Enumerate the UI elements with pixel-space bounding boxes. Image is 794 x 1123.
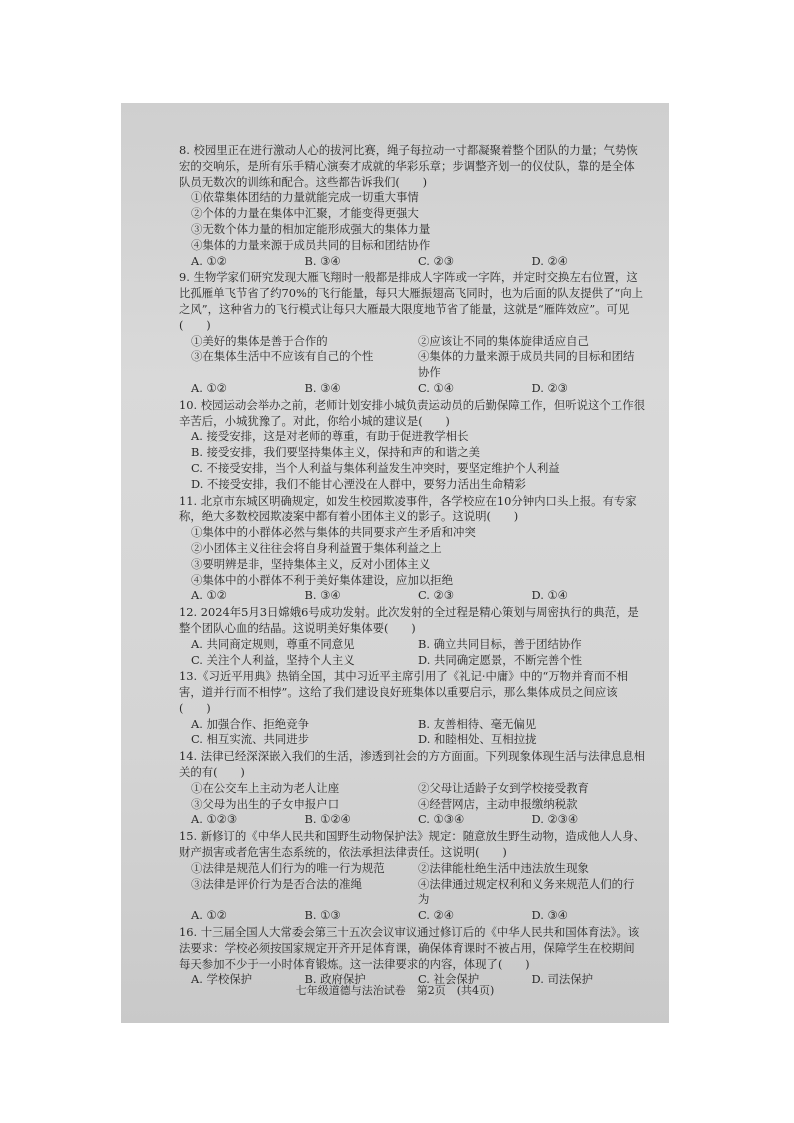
question-11 <box>179 494 645 605</box>
answer-options <box>179 637 645 669</box>
statement: ④集体的力量来源于成员共同的目标和团结协作 <box>418 349 635 380</box>
option-b: B. 政府保护 <box>304 972 366 987</box>
answer-options <box>179 812 645 828</box>
option-a: A. ①② <box>191 253 227 268</box>
question-stem: 13.《习近平用典》热销全国，其中习近平主席引用了《礼记·中庸》中的“万物并育而不相害，道并行而不相悖”。这给了我们建设良好班集体以重要启示，那么集体成员之间应该( ) <box>179 669 629 715</box>
statement: ②个体的力量在集体中汇聚，才能变得更强大 <box>191 206 419 221</box>
option-c: C. ②③ <box>418 588 454 603</box>
statement: ④集体的力量来源于成员共同的目标和团结协作 <box>191 237 431 252</box>
option-c: C. 社会保护 <box>418 972 480 987</box>
option-a: A. 接受安排，这是对老师的尊重，有助于促进教学相长 <box>191 429 469 444</box>
option-b: B. 友善相待、毫无偏见 <box>418 716 537 731</box>
question-8 <box>179 143 645 269</box>
option-a: A. 共同商定规则，尊重不同意见 <box>191 636 355 651</box>
question-stem: 12. 2024年5月3日嫦娥6号成功发射。此次发射的全过程是精心策划与周密执行的典范，是整个团队心血的结晶。这说明美好集体要( ) <box>179 605 639 635</box>
question-12 <box>179 605 645 668</box>
answer-options <box>179 717 645 749</box>
page-footer: 七年级道德与法治试卷 第2页 (共4页) <box>295 984 495 997</box>
option-b: B. ③④ <box>304 253 341 268</box>
statement: ④经营网店，主动申报缴纳税款 <box>418 796 578 811</box>
statement: ②应该让不同的集体旋律适应自己 <box>418 333 589 348</box>
option-c: C. 不接受安排，当个人利益与集体利益发生冲突时，要坚定维护个人利益 <box>191 460 560 475</box>
answer-options <box>179 254 645 270</box>
option-b: B. 确立共同目标，善于团结协作 <box>418 636 582 651</box>
option-c: C. ①③④ <box>418 812 465 827</box>
option-d: D. ②③④ <box>531 812 579 827</box>
option-b: B. ③④ <box>304 588 341 603</box>
statement-row <box>179 797 645 813</box>
question-stem: 16. 十三届全国人大常委会第三十五次会议审议通过修订后的《中华人民共和国体育法》。该法要求：学校必须按国家规定开齐开足体育课，确保体育课时不被占用，保障学生在校期间每天参加不少于一小时体育锻炼。这一法律要求的内容，体现了( ) <box>179 925 640 971</box>
statement-row <box>179 349 645 381</box>
question-15 <box>179 829 645 924</box>
question-stem: 15. 新修订的《中华人民共和国野生动物保护法》规定：随意放生野生动物，造成他人人身、财产损害或者危害生态系统的，依法承担法律责任。这说明( ) <box>179 829 645 860</box>
option-a: A. 学校保护 <box>191 972 253 987</box>
option-a: A. ①② <box>191 588 227 603</box>
statement: ④法律通过规定权利和义务来规范人们的行为 <box>418 876 635 907</box>
exam-page <box>121 103 669 1023</box>
option-d: D. 不接受安排，我们不能甘心湮没在人群中，要努力活出生命精彩 <box>191 476 526 491</box>
statement: ①集体中的小群体必然与集体的共同要求产生矛盾和冲突 <box>191 525 476 540</box>
option-d: D. ②④ <box>531 253 568 268</box>
answer-options <box>179 908 645 924</box>
question-10 <box>179 398 645 493</box>
option-a: A. ①② <box>191 908 227 923</box>
statement: ①依靠集体团结的力量就能完成一切重大事情 <box>191 190 419 205</box>
statement: ③在集体生活中不应该有自己的个性 <box>191 349 374 364</box>
statement: ②父母让适龄子女到学校接受教育 <box>418 780 589 795</box>
question-stem: 9. 生物学家们研究发现大雁飞翔时一般都是排成人字阵或一字阵，并定时交换左右位置，这比孤雁单飞节省了约70%的飞行能量，每只大雁振翅高飞同时，也为后面的队友提供了“向上之风”，这种省力的飞行模式让每只大雁最大限度地节省了能量，这就是“雁阵效应”。可见( ) <box>179 270 643 332</box>
statement: ①法律是规范人们行为的唯一行为规范 <box>191 860 385 875</box>
statement-row <box>179 781 645 797</box>
statement: ①美好的集体是善于合作的 <box>191 333 328 348</box>
option-b: B. 接受安排，我们要坚持集体主义，保持和声的和谐之美 <box>191 445 480 460</box>
question-16 <box>179 925 645 988</box>
answer-options <box>179 381 645 397</box>
question-stem: 14. 法律已经深深嵌入我们的生活，渗透到社会的方方面面。下列现象体现生活与法律息息相关的有( ) <box>179 749 645 780</box>
option-b: B. ①③ <box>304 908 341 923</box>
option-d: D. 共同确定愿景，不断完善个性 <box>418 652 583 667</box>
option-b: B. ①②④ <box>304 812 351 827</box>
statement: ②小团体主义往往会将自身利益置于集体利益之上 <box>191 540 442 555</box>
option-d: D. ①④ <box>531 588 568 603</box>
option-d: D. ②③ <box>531 380 568 395</box>
option-b: B. ③④ <box>304 380 341 395</box>
option-d: D. ③④ <box>531 908 568 923</box>
statement: ③要明辨是非，坚持集体主义，反对小团体主义 <box>191 556 431 571</box>
option-a: A. ①②③ <box>191 812 238 827</box>
question-13 <box>179 669 645 748</box>
statement: ④集体中的小群体不利于美好集体建设，应加以拒绝 <box>191 572 453 587</box>
statement: ③父母为出生的子女申报户口 <box>191 796 340 811</box>
question-14 <box>179 749 645 828</box>
option-c: C. ②③ <box>418 253 454 268</box>
statement: ①在公交车上主动为老人让座 <box>191 780 340 795</box>
statement: ②法律能杜绝生活中违法放生现象 <box>418 860 589 875</box>
option-a: A. 加强合作、拒绝竞争 <box>191 716 309 731</box>
option-d: D. 和睦相处、互相拉拢 <box>418 732 537 747</box>
option-c: C. ①④ <box>418 380 454 395</box>
statement: ③法律是评价行为是否合法的准绳 <box>191 876 362 891</box>
question-stem: 10. 校园运动会举办之前，老师计划安排小城负责运动员的后勤保障工作，但听说这个工作很辛苦后，小城犹豫了。对此，你给小城的建议是( ) <box>179 397 645 428</box>
option-a: A. ①② <box>191 380 227 395</box>
statement-row <box>179 861 645 877</box>
statement-row <box>179 334 645 350</box>
exam-photo <box>121 103 669 1023</box>
option-c: C. 关注个人利益，坚持个人主义 <box>191 652 355 667</box>
answer-options <box>179 588 645 604</box>
option-d: D. 司法保护 <box>531 972 594 987</box>
question-stem: 11. 北京市东城区明确规定，如发生校园欺凌事件，各学校应在10分钟内口头上报。有专家称，绝大多数校园欺凌案中都有着小团体主义的影子。这说明( ) <box>179 493 637 524</box>
option-c: C. ②④ <box>418 908 454 923</box>
option-c: C. 相互实流、共同进步 <box>191 732 310 747</box>
statement: ③无数个体力量的相加定能形成强大的集体力量 <box>191 221 431 236</box>
statement-row <box>179 877 645 909</box>
question-9 <box>179 270 645 396</box>
question-stem: 8. 校园里正在进行激动人心的拔河比赛，绳子每拉动一寸都凝聚着整个团队的力量；气势恢宏的交响乐，是所有乐手精心演奏才成就的华彩乐章；步调整齐划一的仪仗队，靠的是全体队员无数次的训练和配合。这些都告诉我们( ) <box>179 143 638 189</box>
